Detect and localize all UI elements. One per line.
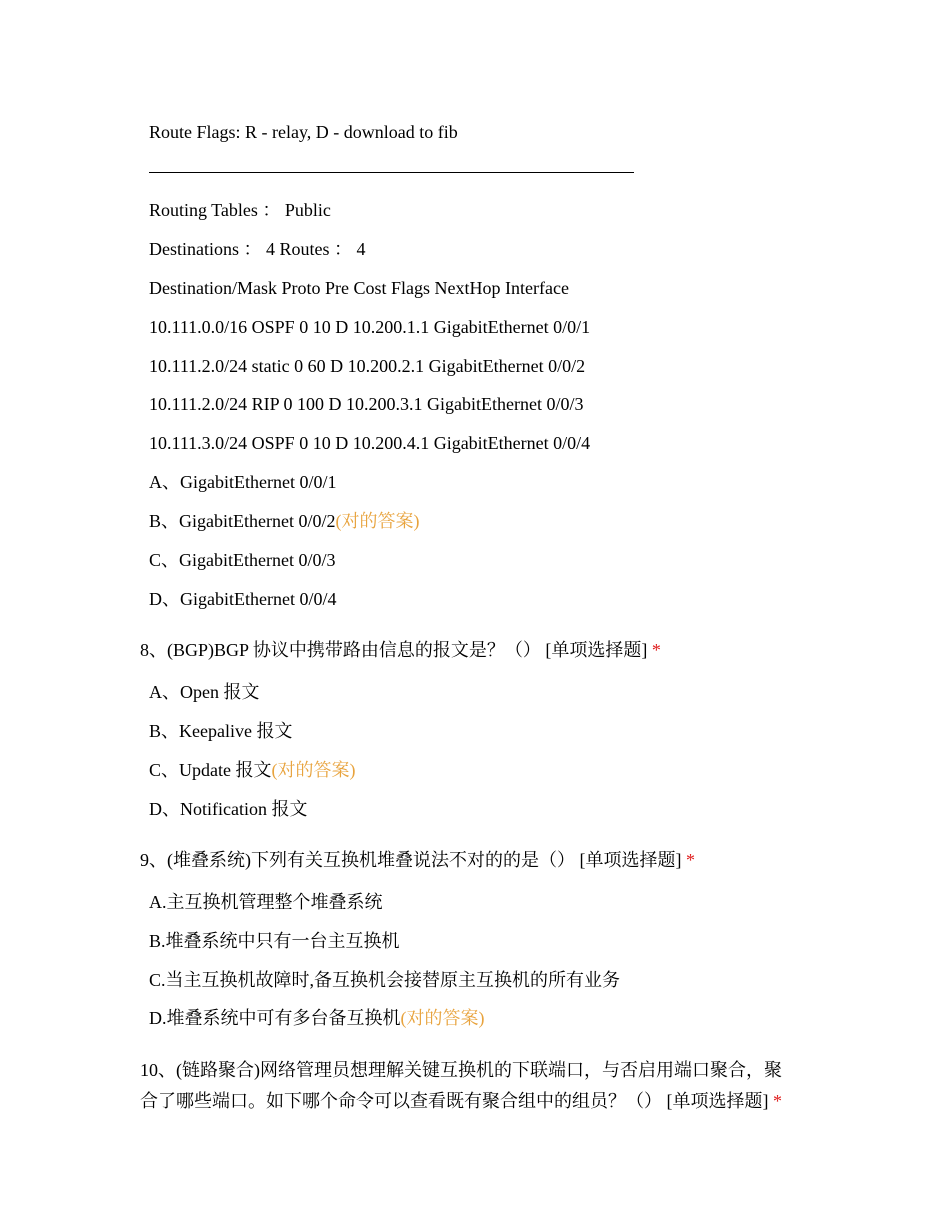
- question-8: 8、(BGP)BGP 协议中携带路由信息的报文是？（） [单项选择题] *: [140, 640, 661, 660]
- correct-answer-mark: (对的答案): [400, 1008, 485, 1028]
- question-9: 9、(堆叠系统)下列有关互换机堆叠说法不对的的是（） [单项选择题] *: [140, 850, 695, 870]
- q9-option-b: B.堆叠系统中只有一台主互换机: [149, 931, 400, 951]
- route-flags: Route Flags: R - relay, D - download to fib: [149, 122, 458, 142]
- required-mark: *: [773, 1091, 782, 1111]
- required-mark: *: [651, 640, 661, 660]
- correct-answer-mark: (对的答案): [271, 760, 356, 780]
- question-10-line-1: 10、(链路聚合)网络管理员想理解关键互换机的下联端口，与否启用端口聚合，聚: [140, 1060, 782, 1080]
- route-table-header: Destination/Mask Proto Pre Cost Flags NextHop Interface: [149, 278, 569, 298]
- q9-option-d: D.堆叠系统中可有多台备互换机(对的答案): [149, 1008, 485, 1028]
- correct-answer-mark: (对的答案): [335, 511, 420, 531]
- separator-line: [149, 172, 634, 173]
- route-counts: Destinations ： 4 Routes ： 4: [149, 239, 366, 259]
- q8-option-d: D、Notification 报文: [149, 799, 308, 819]
- q7-option-d: D、GigabitEthernet 0/0/4: [149, 589, 337, 609]
- q8-option-a: A、Open 报文: [149, 682, 260, 702]
- route-row: 10.111.2.0/24 RIP 0 100 D 10.200.3.1 GigabitEthernet 0/0/3: [149, 394, 584, 414]
- q8-option-b: B、Keepalive 报文: [149, 721, 293, 741]
- q7-option-c: C、GigabitEthernet 0/0/3: [149, 550, 336, 570]
- routing-tables: Routing Tables ： Public: [149, 200, 331, 220]
- q8-option-c: C、Update 报文(对的答案): [149, 760, 356, 780]
- question-10-line-2: 合了哪些端口。如下哪个命令可以查看既有聚合组中的组员？（） [单项选择题] *: [140, 1091, 782, 1111]
- q7-option-a: A、GigabitEthernet 0/0/1: [149, 472, 337, 492]
- required-mark: *: [685, 850, 695, 870]
- route-row: 10.111.0.0/16 OSPF 0 10 D 10.200.1.1 GigabitEthernet 0/0/1: [149, 317, 591, 337]
- q9-option-c: C.当主互换机故障时,备互换机会接替原主互换机的所有业务: [149, 970, 621, 990]
- q7-option-b: B、GigabitEthernet 0/0/2(对的答案): [149, 511, 420, 531]
- q9-option-a: A.主互换机管理整个堆叠系统: [149, 892, 383, 912]
- route-row: 10.111.2.0/24 static 0 60 D 10.200.2.1 GigabitEthernet 0/0/2: [149, 356, 586, 376]
- route-row: 10.111.3.0/24 OSPF 0 10 D 10.200.4.1 GigabitEthernet 0/0/4: [149, 433, 591, 453]
